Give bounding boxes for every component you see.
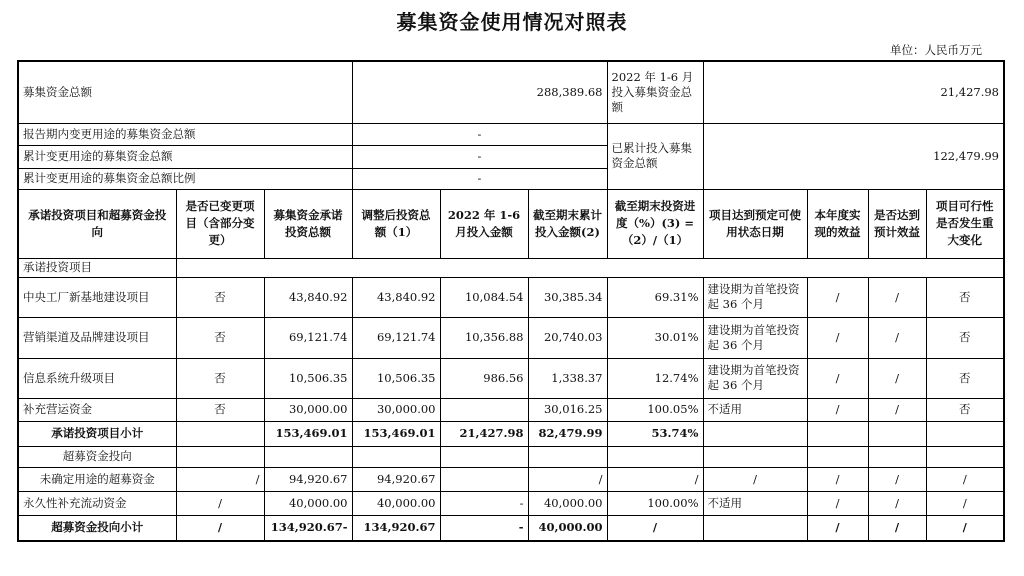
fund-usage-table: [17, 60, 1005, 542]
empty-cell: [926, 446, 1004, 467]
committed-amount: 30,000.00: [264, 398, 352, 421]
table-row: [18, 317, 1004, 358]
benefit: /: [807, 277, 868, 317]
feasibility-change: 否: [926, 317, 1004, 358]
committed-amount: 134,920.67-: [264, 515, 352, 541]
progress: 100.00%: [607, 491, 703, 515]
changed-flag: 否: [176, 317, 264, 358]
period-amount: -: [440, 491, 528, 515]
changed-flag: /: [176, 515, 264, 541]
header-cell: 是否达到预计效益: [868, 189, 926, 258]
benefit: /: [807, 467, 868, 491]
cumulative-amount: 40,000.00: [528, 515, 607, 541]
header-cell: 募集资金承诺投资总额: [264, 189, 352, 258]
benefit: /: [807, 358, 868, 398]
ready-date: /: [703, 467, 807, 491]
summary-changed-label: 报告期内变更用途的募集资金总额: [18, 123, 352, 145]
ready-date: 建设期为首笔投资起 36 个月: [703, 317, 807, 358]
changed-flag: 否: [176, 398, 264, 421]
adjusted-amount: 134,920.67: [352, 515, 440, 541]
cumulative-amount: 20,740.03: [528, 317, 607, 358]
section-committed-label: 承诺投资项目: [18, 258, 176, 277]
committed-subtotal-row: [18, 421, 1004, 446]
adjusted-amount: 94,920.67: [352, 467, 440, 491]
summary-period-value: 21,427.98: [703, 61, 1004, 123]
unit-label: 单位：人民币万元: [890, 43, 982, 57]
committed-amount: 69,121.74: [264, 317, 352, 358]
progress: 30.01%: [607, 317, 703, 358]
cumulative-amount: 82,479.99: [528, 421, 607, 446]
committed-amount: 94,920.67: [264, 467, 352, 491]
committed-amount: 40,000.00: [264, 491, 352, 515]
project-name: 信息系统升级项目: [18, 358, 176, 398]
expected-benefit: /: [868, 317, 926, 358]
table-row: [18, 491, 1004, 515]
feasibility-change: 否: [926, 277, 1004, 317]
progress: /: [607, 515, 703, 541]
header-cell: 项目达到预定可使用状态日期: [703, 189, 807, 258]
benefit: /: [807, 398, 868, 421]
subtotal-label: 承诺投资项目小计: [18, 421, 176, 446]
table-row: [18, 358, 1004, 398]
period-amount: 10,356.88: [440, 317, 528, 358]
expected-benefit: /: [868, 467, 926, 491]
adjusted-amount: 10,506.35: [352, 358, 440, 398]
summary-cum-invested-value: 122,479.99: [703, 123, 1004, 189]
header-cell: 截至期末累计投入金额(2): [528, 189, 607, 258]
expected-benefit: /: [868, 277, 926, 317]
expected-benefit: /: [868, 515, 926, 541]
table-row: [18, 277, 1004, 317]
cumulative-amount: 40,000.00: [528, 491, 607, 515]
project-name: 未确定用途的超募资金: [18, 467, 176, 491]
project-name: 营销渠道及品牌建设项目: [18, 317, 176, 358]
period-amount: [440, 467, 528, 491]
empty-cell: [607, 446, 703, 467]
feasibility-change: /: [926, 515, 1004, 541]
ready-date: 建设期为首笔投资起 36 个月: [703, 277, 807, 317]
changed-flag: 否: [176, 277, 264, 317]
changed-flag: 否: [176, 358, 264, 398]
header-cell: 项目可行性是否发生重大变化: [926, 189, 1004, 258]
period-amount: 10,084.54: [440, 277, 528, 317]
section-excess-label: 超募资金投向: [18, 446, 176, 467]
subtotal-label: 超募资金投向小计: [18, 515, 176, 541]
progress: 100.05%: [607, 398, 703, 421]
summary-total-value: 288,389.68: [352, 61, 607, 123]
summary-period-label: 2022 年 1-6 月投入募集资金总额: [607, 61, 703, 123]
adjusted-amount: 153,469.01: [352, 421, 440, 446]
expected-benefit: /: [868, 398, 926, 421]
empty-cell: [440, 446, 528, 467]
feasibility-change: /: [926, 467, 1004, 491]
empty-cell: [176, 446, 264, 467]
expected-benefit: [868, 421, 926, 446]
adjusted-amount: 40,000.00: [352, 491, 440, 515]
benefit: [807, 421, 868, 446]
feasibility-change: /: [926, 491, 1004, 515]
summary-cum-changed-value: -: [352, 145, 607, 168]
changed-flag: /: [176, 491, 264, 515]
benefit: /: [807, 515, 868, 541]
summary-cum-ratio-value: -: [352, 168, 607, 189]
period-amount: [440, 398, 528, 421]
cumulative-amount: 30,016.25: [528, 398, 607, 421]
adjusted-amount: 30,000.00: [352, 398, 440, 421]
expected-benefit: /: [868, 491, 926, 515]
project-name: 永久性补充流动资金: [18, 491, 176, 515]
header-cell: 调整后投资总额（1）: [352, 189, 440, 258]
ready-date: [703, 421, 807, 446]
ready-date: [703, 515, 807, 541]
column-header-row: [18, 189, 1004, 258]
summary-changed-value: -: [352, 123, 607, 145]
cumulative-amount: 1,338.37: [528, 358, 607, 398]
ready-date: 建设期为首笔投资起 36 个月: [703, 358, 807, 398]
period-amount: -: [440, 515, 528, 541]
project-name: 补充营运资金: [18, 398, 176, 421]
benefit: /: [807, 317, 868, 358]
section-committed-filler: [176, 258, 1004, 277]
empty-cell: [264, 446, 352, 467]
project-name: 中央工厂新基地建设项目: [18, 277, 176, 317]
expected-benefit: /: [868, 358, 926, 398]
period-amount: 21,427.98: [440, 421, 528, 446]
empty-cell: [703, 446, 807, 467]
summary-row-changed: [18, 123, 1004, 145]
progress: 69.31%: [607, 277, 703, 317]
empty-cell: [352, 446, 440, 467]
ready-date: 不适用: [703, 398, 807, 421]
header-cell: 2022 年 1-6 月投入金额: [440, 189, 528, 258]
committed-amount: 153,469.01: [264, 421, 352, 446]
cumulative-amount: 30,385.34: [528, 277, 607, 317]
adjusted-amount: 69,121.74: [352, 317, 440, 358]
committed-amount: 43,840.92: [264, 277, 352, 317]
empty-cell: [528, 446, 607, 467]
progress: 12.74%: [607, 358, 703, 398]
feasibility-change: 否: [926, 398, 1004, 421]
feasibility-change: [926, 421, 1004, 446]
header-cell: 承诺投资项目和超募资金投向: [18, 189, 176, 258]
summary-cum-changed-label: 累计变更用途的募集资金总额: [18, 145, 352, 168]
changed-flag: [176, 421, 264, 446]
table-row: [18, 398, 1004, 421]
summary-row-total: [18, 61, 1004, 123]
benefit: /: [807, 491, 868, 515]
header-cell: 截至期末投资进度（%）(3) =（2）/（1）: [607, 189, 703, 258]
committed-amount: 10,506.35: [264, 358, 352, 398]
excess-subtotal-row: [18, 515, 1004, 541]
section-row-excess: [18, 446, 1004, 467]
summary-total-label: 募集资金总额: [18, 61, 352, 123]
feasibility-change: 否: [926, 358, 1004, 398]
header-cell: 本年度实现的效益: [807, 189, 868, 258]
cumulative-amount: /: [528, 467, 607, 491]
ready-date: 不适用: [703, 491, 807, 515]
progress: /: [607, 467, 703, 491]
section-row-committed: [18, 258, 1004, 277]
adjusted-amount: 43,840.92: [352, 277, 440, 317]
page-title: 募集资金使用情况对照表: [396, 10, 628, 34]
table-row: [18, 467, 1004, 491]
empty-cell: [807, 446, 868, 467]
progress: 53.74%: [607, 421, 703, 446]
changed-flag: /: [176, 467, 264, 491]
summary-cum-invested-label: 已累计投入募集资金总额: [607, 123, 703, 189]
period-amount: 986.56: [440, 358, 528, 398]
summary-cum-ratio-label: 累计变更用途的募集资金总额比例: [18, 168, 352, 189]
empty-cell: [868, 446, 926, 467]
header-cell: 是否已变更项目（含部分变更）: [176, 189, 264, 258]
